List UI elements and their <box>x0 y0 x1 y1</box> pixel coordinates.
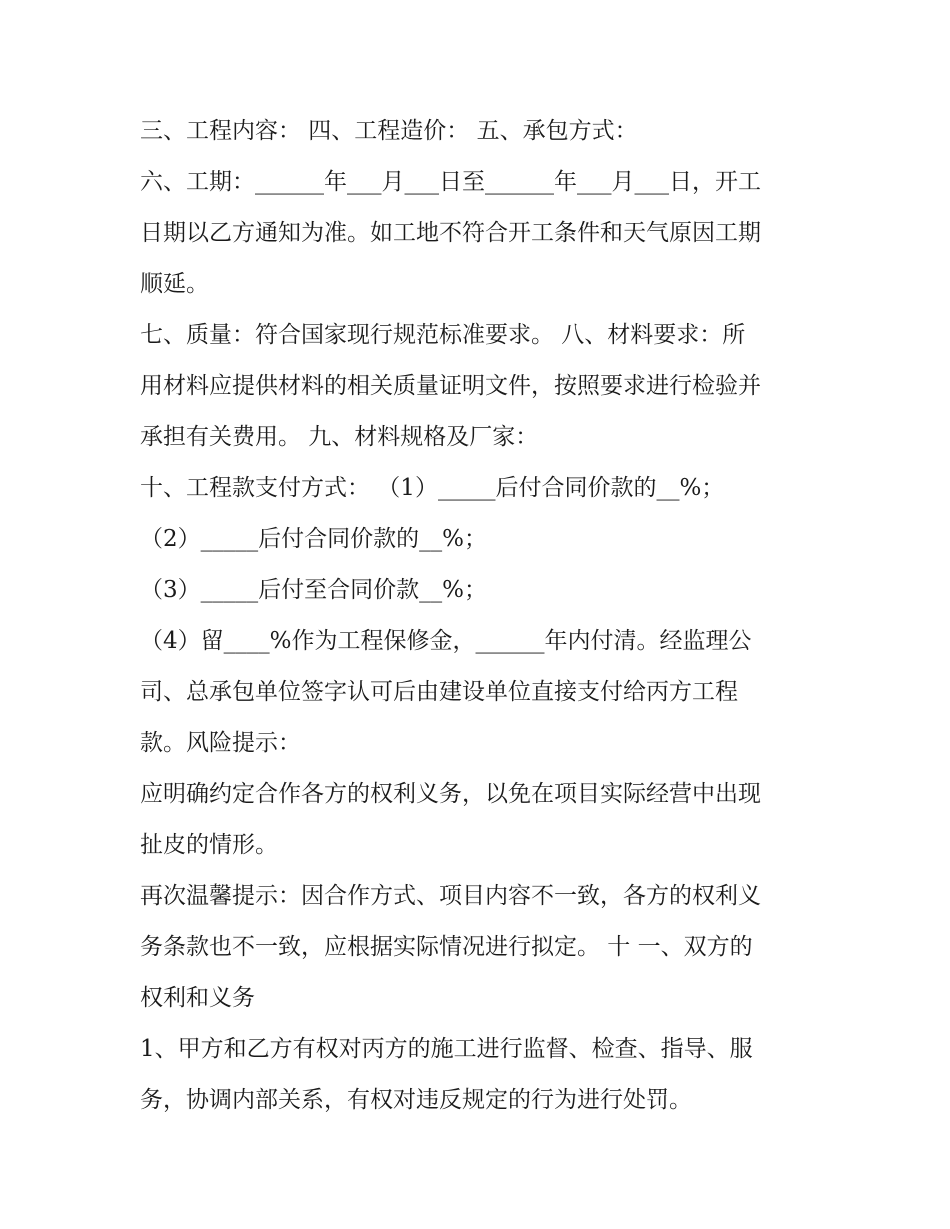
line-payment-4: （4）留____%作为工程保修金，______年内付清。经监理公 <box>140 628 752 654</box>
line-payment-3: （3）_____后付至合同价款__%； <box>140 577 487 603</box>
line-payment: 十、工程款支付方式： （1）_____后付合同价款的__%； <box>140 475 725 501</box>
document-body <box>140 106 820 1126</box>
line-schedule-end: 顺延。 <box>140 271 209 297</box>
line-rights-1: 1、甲方和乙方有权对丙方的施工进行监督、检查、指导、服 <box>140 1036 753 1062</box>
line-reminder-cont: 务条款也不一致，应根据实际情况进行拟定。 十 一、双方的 <box>140 934 753 960</box>
line-payment-4-cont: 司、总承包单位签字认可后由建设单位直接支付给丙方工程 <box>140 679 738 705</box>
line-rights-title: 权利和义务 <box>140 985 255 1011</box>
line-materials: 用材料应提供材料的相关质量证明文件，按照要求进行检验并 <box>140 373 761 399</box>
line-risk: 应明确约定合作各方的权利义务，以免在项目实际经营中出现 <box>140 781 761 807</box>
line-materials-end: 承担有关费用。 九、材料规格及厂家： <box>140 424 539 450</box>
line-quality: 七、质量：符合国家现行规范标准要求。 八、材料要求：所 <box>140 322 746 348</box>
line-payment-2: （2）_____后付合同价款的__%； <box>140 526 487 552</box>
line-reminder: 再次温馨提示：因合作方式、项目内容不一致，各方的权利义 <box>140 883 761 909</box>
line-work-content: 三、工程内容： 四、工程造价： 五、承包方式： <box>140 118 638 144</box>
line-risk-end: 扯皮的情形。 <box>140 832 278 858</box>
line-rights-1-cont: 务，协调内部关系，有权对违反规定的行为进行处罚。 <box>140 1087 692 1113</box>
line-risk-title: 款。风险提示： <box>140 730 301 756</box>
line-schedule: 六、工期：______年___月___日至______年___月___日，开工 <box>140 169 761 195</box>
line-schedule-cont: 日期以乙方通知为准。如工地不符合开工条件和天气原因工期 <box>140 220 761 246</box>
